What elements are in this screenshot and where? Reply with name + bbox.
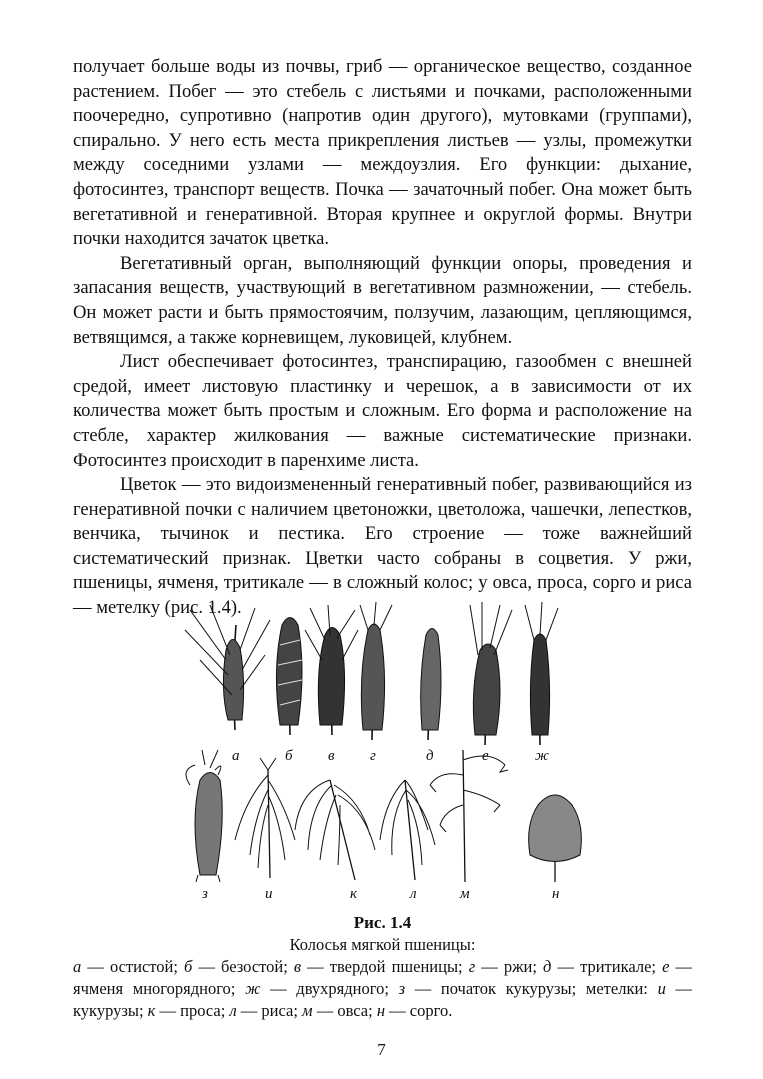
panicle-h-illustration: [186, 750, 222, 882]
legend-entry: к — проса;: [147, 1001, 230, 1020]
figure-label-b: б: [285, 748, 293, 764]
figure-label-d: г: [370, 748, 376, 764]
spike-f-illustration: [470, 602, 512, 745]
paragraph-2: Вегетативный орган, выполняющий функции опоры, проведения и запасания веществ, участвующий в вегетативном размножении, — стебель. Он может расти и быть прямостоячим, ползучим, лазающим, цепляющимся, ветвящимся, а также корневищем, луковицей, клубнем.: [73, 252, 692, 348]
spike-d-illustration: [360, 602, 392, 740]
body-text: [73, 55, 692, 621]
legend-entry: д — тритикале;: [543, 957, 663, 976]
spike-b-illustration: [276, 618, 302, 736]
figure-label-h: з: [202, 886, 208, 902]
figure-label-c: в: [328, 748, 335, 764]
figure-grain-spikes: [160, 600, 610, 905]
legend-entry: н — сорго.: [376, 1001, 453, 1020]
figure-illustration: [160, 600, 610, 905]
figure-label-e: д: [426, 748, 434, 764]
page-number: 7: [377, 1040, 386, 1059]
legend-entry: м — овса;: [302, 1001, 377, 1020]
legend-entry: а — остистой;: [73, 957, 185, 976]
figure-label-l: м: [460, 886, 470, 902]
panicle-j-illustration: [295, 780, 375, 880]
figure-label-k: л: [410, 886, 417, 902]
legend-entry: б — безостой;: [184, 957, 294, 976]
legend-entry: з — початок кукурузы; метелки:: [398, 979, 658, 998]
figure-label-j: к: [350, 886, 358, 902]
figure-label-m: н: [552, 886, 560, 902]
legend-entry: л — риса;: [229, 1001, 303, 1020]
paragraph-3: Лист обеспечивает фотосинтез, транспирацию, газообмен с внешней средой, имеет листовую пластинку и черешок, а в зависимости от их количества может быть простым и сложным. Его форма и расположение на стебле, характер жилкования — важные систематические признаки. Фотосинтез происходит в паренхиме листа.: [73, 351, 692, 471]
panicle-i-illustration: [235, 758, 295, 878]
figure-label-g: ж: [535, 748, 549, 764]
legend-entry: г — ржи;: [468, 957, 544, 976]
panicle-l-illustration: [430, 750, 508, 882]
spike-c-illustration: [305, 605, 358, 735]
spike-e-illustration: [421, 629, 441, 741]
figure-label-i: и: [265, 886, 273, 902]
paragraph-4: Цветок — это видоизмененный генеративный побег, развивающийся из генеративной почки с наличием цветоножки, цветоложа, чашечки, лепестков, венчика, тычинок и пестика. Его строение — тоже важнейший систематический признак. Цветки часто собраны в соцветия. У ржи, пшеницы, ячменя, тритикале — в сложный колос; у овса, проса, сорго и риса — метелку (рис. 1.4).: [73, 474, 692, 619]
legend-entry: ж — двухрядного;: [245, 979, 399, 998]
figure-label-f: е: [482, 748, 489, 764]
spike-g-illustration: [525, 602, 558, 745]
legend-entry: и — кукурузы;: [73, 979, 692, 1020]
legend-entry: е — ячменя многорядного;: [73, 957, 692, 998]
spike-a-illustration: [185, 605, 270, 730]
legend-entry: в — твердой пшеницы;: [293, 957, 469, 976]
panicle-m-illustration: [529, 795, 582, 882]
figure-caption: [73, 912, 692, 1022]
figure-label-a: а: [232, 748, 240, 764]
panicle-k-illustration: [380, 780, 435, 880]
paragraph-1: получает больше воды из почвы, гриб — органическое вещество, созданное растением. Побег — это стебель с листьями и почками, расположенными поочередно, супротивно (напротив один другого), мутовками (группами), спирально. У него есть места прикрепления листьев — узлы, промежутки между соседними узлами — междоузлия. Его функции: дыхание, фотосинтез, транспорт веществ. Почка — зачаточный побег. Она может быть вегетативной и генеративной. Вторая крупнее и округлой формы. Внутри почки находится зачаток цветка.: [73, 56, 692, 250]
caption-subtitle: Колосья мягкой пшеницы:: [289, 935, 476, 954]
caption-title: Рис. 1.4: [353, 913, 412, 932]
caption-legend: [73, 956, 692, 1022]
